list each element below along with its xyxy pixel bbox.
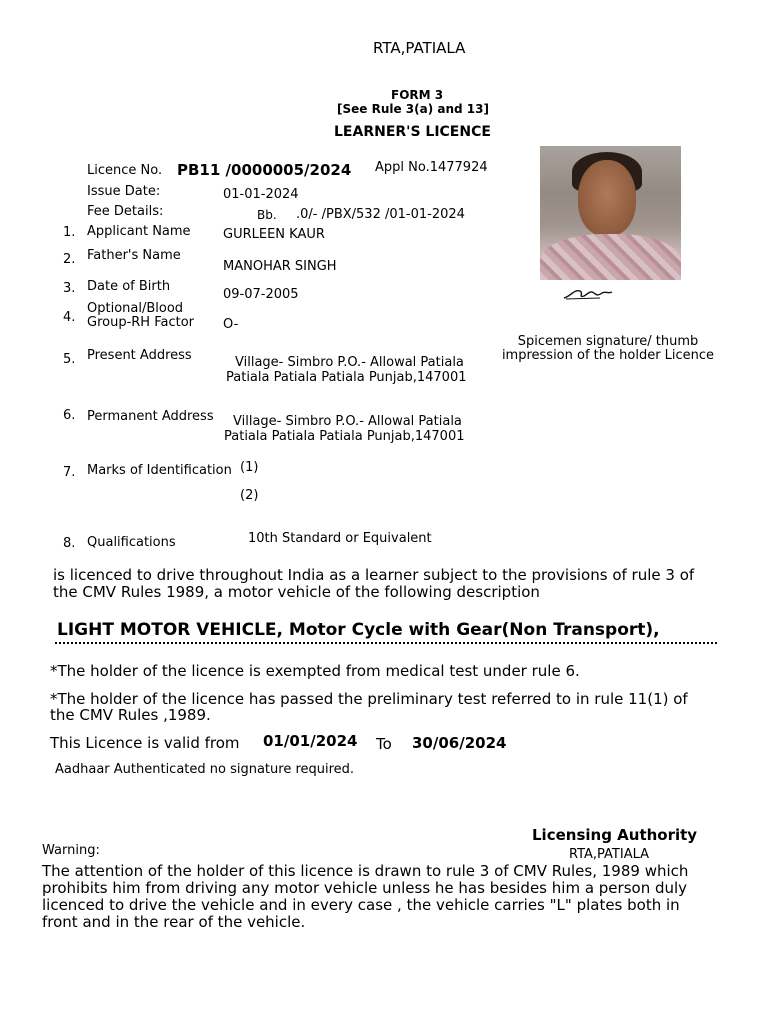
valid-to-date: 30/06/2024 (412, 734, 507, 752)
qualifications-value: 10th Standard or Equivalent (248, 531, 432, 546)
valid-from-date: 01/01/2024 (263, 732, 358, 750)
appl-no: Appl No.1477924 (375, 160, 488, 175)
blood-group-label-line2: Group-RH Factor (87, 315, 195, 330)
fee-details-label: Fee Details: (87, 204, 164, 219)
medical-exemption-note: *The holder of the licence is exempted from medical test under rule 6. (50, 662, 580, 680)
authority-office: RTA,PATIALA (569, 847, 650, 862)
holder-photo (540, 146, 681, 280)
fee-details-value: .0/- /PBX/532 /01-01-2024 (296, 207, 465, 222)
rule-reference: [See Rule 3(a) and 13] (337, 102, 489, 116)
blood-group-label-line1: Optional/Blood (87, 301, 184, 316)
warning-label: Warning: (42, 843, 100, 858)
present-address-line1: Village- Simbro P.O.- Allowal Patiala (235, 355, 464, 370)
father-name-value: MANOHAR SINGH (223, 259, 337, 274)
licence-number: PB11 /0000005/2024 (177, 161, 352, 179)
issue-date-label: Issue Date: (87, 184, 161, 199)
preliminary-test-note-line2: the CMV Rules ,1989. (50, 706, 211, 724)
father-name-label: Father's Name (87, 248, 181, 263)
document-title: LEARNER'S LICENCE (334, 124, 491, 140)
warning-text-line1: The attention of the holder of this licence is drawn to rule 3 of CMV Rules, 1989 which (42, 862, 689, 880)
licence-no-label: Licence No. (87, 163, 163, 178)
field-number: 1. (63, 225, 76, 240)
present-address-line2: Patiala Patiala Patiala Punjab,147001 (226, 370, 467, 385)
validity-label: This Licence is valid from (50, 734, 240, 752)
licensing-authority: Licensing Authority (532, 826, 698, 844)
aadhaar-note: Aadhaar Authenticated no signature required. (55, 762, 355, 777)
applicant-name-value: GURLEEN KAUR (223, 227, 325, 242)
field-number: 5. (63, 352, 76, 367)
field-number: 4. (63, 310, 76, 325)
warning-text-line3: licenced to drive the vehicle and in every case , the vehicle carries "L" plates both in (42, 896, 680, 914)
issue-date-value: 01-01-2024 (223, 187, 299, 202)
warning-text-line2: prohibits him from driving any motor vehicle unless he has besides him a person duly (42, 879, 688, 897)
identification-mark-2: (2) (240, 488, 259, 503)
field-number: 7. (63, 465, 76, 480)
permanent-address-line1: Village- Simbro P.O.- Allowal Patiala (233, 414, 462, 429)
licence-scope-line1: is licenced to drive throughout India as a learner subject to the provisions of rule 3 of (53, 566, 695, 584)
validity-to-label: To (376, 735, 392, 753)
identification-mark-1: (1) (240, 460, 259, 475)
field-number: 6. (63, 408, 76, 423)
present-address-label: Present Address (87, 348, 192, 363)
field-number: 3. (63, 281, 76, 296)
vehicle-class: LIGHT MOTOR VEHICLE, Motor Cycle with Gear(Non Transport), (57, 620, 660, 640)
vehicle-class-divider (55, 642, 717, 644)
dob-value: 09-07-2005 (223, 287, 299, 302)
office-heading: RTA,PATIALA (373, 39, 466, 57)
licence-scope-line2: the CMV Rules 1989, a motor vehicle of the following description (53, 583, 540, 601)
qualifications-label: Qualifications (87, 535, 176, 550)
warning-text-line4: front and in the rear of the vehicle. (42, 913, 306, 931)
field-number: 8. (63, 536, 76, 551)
blood-group-value: O- (223, 317, 239, 332)
signature-caption-line2: impression of the holder Licence (501, 348, 715, 363)
identification-marks-label: Marks of Identification (87, 463, 232, 478)
form-number: FORM 3 (391, 88, 444, 102)
dob-label: Date of Birth (87, 279, 171, 294)
applicant-name-label: Applicant Name (87, 224, 191, 239)
field-number: 2. (63, 252, 76, 267)
fee-bb: Bb. (257, 208, 277, 222)
signature-caption-line1: Spicemen signature/ thumb (517, 334, 699, 349)
preliminary-test-note-line1: *The holder of the licence has passed the preliminary test referred to in rule 11(1) of (50, 690, 688, 708)
holder-signature (560, 283, 620, 303)
permanent-address-line2: Patiala Patiala Patiala Punjab,147001 (224, 429, 465, 444)
permanent-address-label: Permanent Address (87, 409, 214, 424)
